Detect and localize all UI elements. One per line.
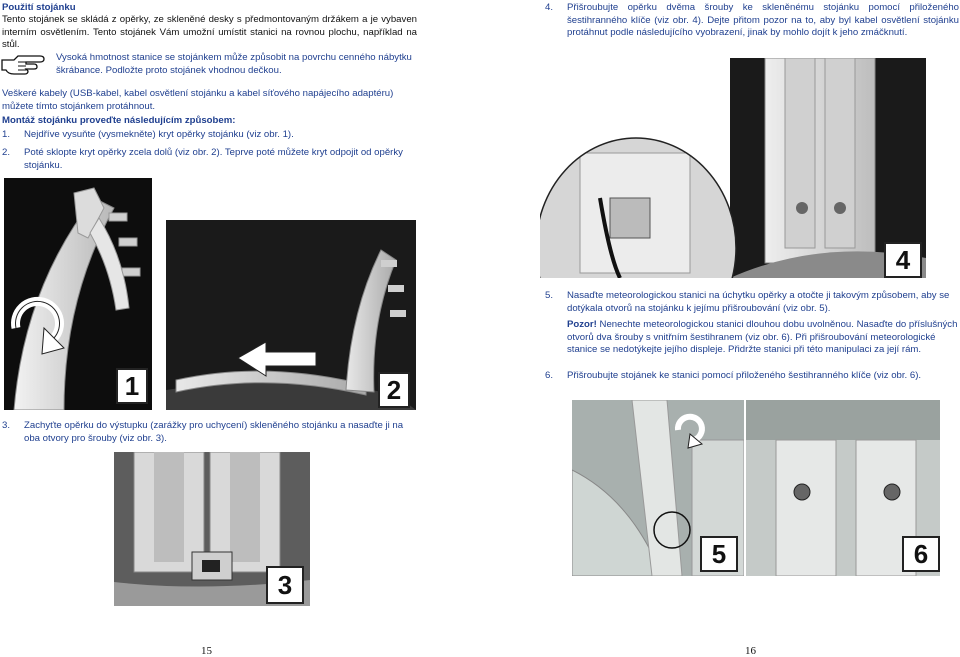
figure-3-photo: [114, 452, 310, 606]
figure-4-label: 4: [884, 242, 922, 278]
step-3-number: 3.: [2, 420, 11, 431]
figure-5-label: 5: [700, 536, 738, 572]
figure-6-label: 6: [902, 536, 940, 572]
step-4-number: 4.: [545, 2, 554, 13]
caution-label: Pozor!: [567, 319, 597, 330]
pointing-hand-icon: [0, 52, 46, 76]
step-5-number: 5.: [545, 290, 554, 301]
assembly-heading: Montáž stojánku proveďte následujícím způsobem:: [2, 115, 236, 126]
cables-paragraph: Veškeré kabely (USB-kabel, kabel osvětlení stojánku a kabel síťového napájecího adaptéru) můžete tímto stojánkem protáhnout.: [2, 88, 394, 112]
warning-text: Vysoká hmotnost stanice se stojánkem může způsobit na povrchu cenného nábytku škrábance. Podložte proto stojánek vhodnou dečkou.: [56, 52, 412, 76]
figure-3-label: 3: [266, 566, 304, 604]
step-3-text: Zachyťte opěrku do výstupku (zarážky pro uchycení) skleněného stojánku a nasaďte ji na oba otvory pro šrouby (viz obr. 3).: [24, 420, 404, 444]
step-2-number: 2.: [2, 147, 11, 158]
caution-text: Nenechte meteorologickou stanici dlouhou dobu uvolněnou. Nasaďte do příslušných otvorů dva šrouby s vnitřním šestihranem (viz obr. 6). Při přišroubování meteorologické stanice se nedotýkejte jejího displeje. Přidržte stanici při této manipulaci za její rám.: [567, 319, 958, 356]
step-4-text: Přišroubujte opěrku dvěma šrouby ke skleněnému stojánku pomocí přiloženého šestihranného klíče (viz obr. 4). Dejte přitom pozor na to, aby byl kabel osvětlení stojánku protáhnut podle následujícího vyobrazení, jinak by mohlo dojít k jeho zmáčknutí.: [567, 2, 959, 39]
figure-4-photo: [540, 58, 926, 278]
caution-paragraph: [567, 319, 959, 357]
step-1-text: Nejdříve vysuňte (vysmekněte) kryt opěrky stojánku (viz obr. 1).: [24, 129, 294, 140]
step-5-text: Nasaďte meteorologickou stanici na úchytku opěrky a otočte ji takovým způsobem, aby se dotýkala otvorů na stojánku k jejímu přišroubování (viz obr. 5).: [567, 290, 950, 314]
figure-6-photo: [746, 400, 940, 576]
figure-5-photo: [572, 400, 744, 576]
step-2-text: Poté sklopte kryt opěrky zcela dolů (viz obr. 2). Teprve poté můžete kryt odpojit od opěrky stojánku.: [24, 147, 403, 171]
step-6-text: Přišroubujte stojánek ke stanici pomocí přiloženého šestihranného klíče (viz obr. 6).: [567, 370, 922, 381]
section-heading: Použití stojánku: [2, 2, 76, 13]
step-6-number: 6.: [545, 370, 554, 381]
figure-1-photo: [4, 178, 152, 410]
page-number-right: 16: [745, 645, 756, 657]
page-number-left: 15: [201, 645, 212, 657]
intro-paragraph: Tento stojánek se skládá z opěrky, ze skleněné desky s předmontovaným držákem a je vybaven interním osvětlením. Tento stojánek Vám umožní umístit stanici na rovnou plochu, například na stůl.: [2, 14, 417, 51]
figure-2-photo: [166, 220, 416, 410]
figure-1-label: 1: [116, 368, 148, 404]
step-1-number: 1.: [2, 129, 11, 140]
figure-2-label: 2: [378, 372, 410, 408]
